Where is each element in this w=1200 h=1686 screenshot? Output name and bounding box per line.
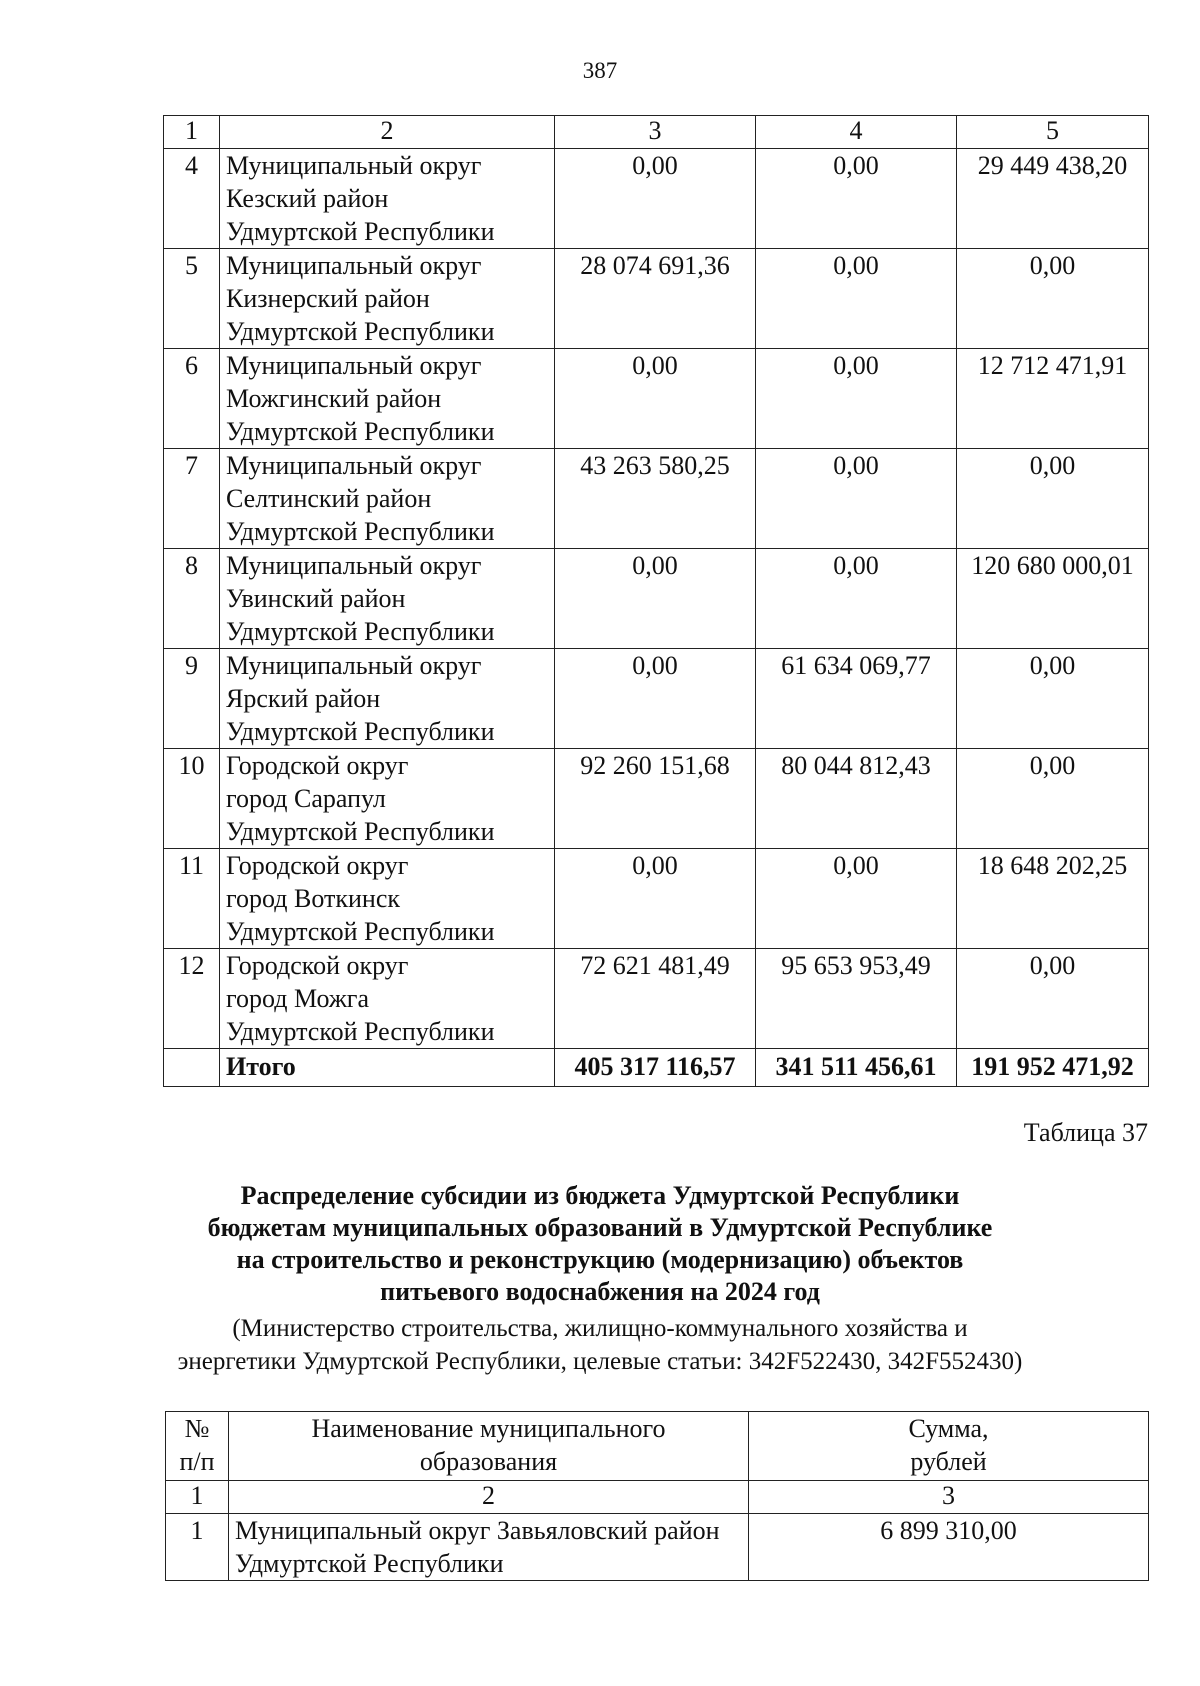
column-number: 2 <box>220 116 555 149</box>
municipality-name <box>220 649 555 749</box>
name-line: Ярский район <box>226 684 381 713</box>
amount-col-3: 0,00 <box>555 549 756 649</box>
amount-col-4: 0,00 <box>756 149 957 249</box>
row-number: 11 <box>164 849 220 949</box>
total-col-3: 405 317 116,57 <box>555 1049 756 1087</box>
name-line: Муниципальный округ <box>226 151 482 180</box>
name-line: Муниципальный округ <box>226 651 482 680</box>
table-row <box>164 749 1149 849</box>
amount-col-4: 0,00 <box>756 349 957 449</box>
column-number: 3 <box>749 1481 1149 1514</box>
amount-col-5: 12 712 471,91 <box>957 349 1149 449</box>
table-head-row <box>166 1412 1149 1481</box>
page-number: 387 <box>582 58 618 83</box>
row-number: 6 <box>164 349 220 449</box>
table-caption: Таблица 37 <box>1023 1118 1148 1147</box>
head-cell-number: № п/п <box>166 1412 229 1481</box>
amount-col-3: 28 074 691,36 <box>555 249 756 349</box>
name-line: Городской округ <box>226 751 409 780</box>
table-row <box>164 649 1149 749</box>
total-col-4: 341 511 456,61 <box>756 1049 957 1087</box>
amount-col-5: 29 449 438,20 <box>957 149 1149 249</box>
row-number: 4 <box>164 149 220 249</box>
name-line: Удмуртской Республики <box>226 717 495 746</box>
amount-col-5: 0,00 <box>957 649 1149 749</box>
name-line: Удмуртской Республики <box>226 917 495 946</box>
municipality-name: Муниципальный округ Завьяловский район Удмуртской Республики <box>229 1514 749 1581</box>
total-empty-cell <box>164 1049 220 1087</box>
table-subtitle <box>0 1312 1200 1378</box>
amount-col-4: 61 634 069,77 <box>756 649 957 749</box>
municipality-name <box>220 849 555 949</box>
amount-col-3: 43 263 580,25 <box>555 449 756 549</box>
subsidy-table-37 <box>165 1411 1149 1581</box>
table-row <box>164 149 1149 249</box>
amount-col-3: 0,00 <box>555 349 756 449</box>
total-col-5: 191 952 471,92 <box>957 1049 1149 1087</box>
column-number-row <box>164 116 1149 149</box>
name-line: город Воткинск <box>226 884 400 913</box>
table-row <box>164 849 1149 949</box>
name-line: Удмуртской Республики <box>226 617 495 646</box>
amount-col-4: 0,00 <box>756 249 957 349</box>
name-line: Увинский район <box>226 584 406 613</box>
head-cell-name: Наименование муниципального образования <box>229 1412 749 1481</box>
total-row <box>164 1049 1149 1087</box>
name-line: Кизнерский район <box>226 284 430 313</box>
column-number: 3 <box>555 116 756 149</box>
name-line: Удмуртской Республики <box>226 417 495 446</box>
table-row <box>164 549 1149 649</box>
column-number: 1 <box>164 116 220 149</box>
municipality-name <box>220 249 555 349</box>
amount-col-3: 0,00 <box>555 649 756 749</box>
amount-col-4: 0,00 <box>756 449 957 549</box>
municipality-name <box>220 149 555 249</box>
column-number: 5 <box>957 116 1149 149</box>
row-number: 7 <box>164 449 220 549</box>
amount-col-3: 72 621 481,49 <box>555 949 756 1049</box>
table-row <box>164 949 1149 1049</box>
amount-col-5: 0,00 <box>957 449 1149 549</box>
column-number: 4 <box>756 116 957 149</box>
table-row <box>164 249 1149 349</box>
name-line: Городской округ <box>226 851 409 880</box>
name-line: город Можга <box>226 984 369 1013</box>
subtitle-line: энергетики Удмуртской Республики, целевые статьи: 342F522430, 342F552430) <box>177 1348 1023 1375</box>
name-line: Удмуртской Республики <box>226 817 495 846</box>
table-row <box>164 349 1149 449</box>
amount-col-3: 0,00 <box>555 849 756 949</box>
name-line: Муниципальный округ <box>226 451 482 480</box>
name-line: Муниципальный округ <box>226 551 482 580</box>
subsidy-table-continued <box>163 115 1149 1087</box>
amount-col-4: 95 653 953,49 <box>756 949 957 1049</box>
name-line: Можгинский район <box>226 384 442 413</box>
column-number-row <box>166 1481 1149 1514</box>
name-line: Удмуртской Республики <box>226 217 495 246</box>
row-number: 9 <box>164 649 220 749</box>
title-line: на строительство и реконструкцию (модернизацию) объектов <box>236 1245 964 1274</box>
subtitle-line: (Министерство строительства, жилищно-коммунального хозяйства и <box>232 1315 968 1342</box>
row-number: 5 <box>164 249 220 349</box>
amount-col-3: 0,00 <box>555 149 756 249</box>
table-row <box>166 1514 1149 1581</box>
amount-col-5: 120 680 000,01 <box>957 549 1149 649</box>
municipality-name <box>220 949 555 1049</box>
table-title <box>0 1180 1200 1308</box>
title-line: питьевого водоснабжения на 2024 год <box>380 1277 820 1306</box>
row-number: 8 <box>164 549 220 649</box>
name-line: Городской округ <box>226 951 409 980</box>
name-line: Селтинский район <box>226 484 432 513</box>
table-row <box>164 449 1149 549</box>
name-line: Кезский район <box>226 184 389 213</box>
amount-col-5: 0,00 <box>957 949 1149 1049</box>
name-line: Удмуртской Республики <box>226 517 495 546</box>
name-line: Муниципальный округ <box>226 251 482 280</box>
title-line: Распределение субсидии из бюджета Удмуртской Республики <box>240 1181 960 1210</box>
column-number: 1 <box>166 1481 229 1514</box>
municipality-name <box>220 549 555 649</box>
name-line: город Сарапул <box>226 784 386 813</box>
amount-col-5: 0,00 <box>957 249 1149 349</box>
amount-col-5: 18 648 202,25 <box>957 849 1149 949</box>
municipality-name <box>220 349 555 449</box>
row-number: 10 <box>164 749 220 849</box>
total-label: Итого <box>220 1049 555 1087</box>
name-line: Удмуртской Республики <box>226 317 495 346</box>
amount-col-4: 80 044 812,43 <box>756 749 957 849</box>
row-number: 1 <box>166 1514 229 1581</box>
subsidy-sum: 6 899 310,00 <box>749 1514 1149 1581</box>
row-number: 12 <box>164 949 220 1049</box>
amount-col-4: 0,00 <box>756 549 957 649</box>
title-line: бюджетам муниципальных образований в Удмуртской Республике <box>207 1213 993 1242</box>
amount-col-4: 0,00 <box>756 849 957 949</box>
amount-col-3: 92 260 151,68 <box>555 749 756 849</box>
name-line: Удмуртской Республики <box>226 1017 495 1046</box>
name-line: Муниципальный округ <box>226 351 482 380</box>
amount-col-5: 0,00 <box>957 749 1149 849</box>
head-cell-sum: Сумма, рублей <box>749 1412 1149 1481</box>
municipality-name <box>220 449 555 549</box>
municipality-name <box>220 749 555 849</box>
column-number: 2 <box>229 1481 749 1514</box>
